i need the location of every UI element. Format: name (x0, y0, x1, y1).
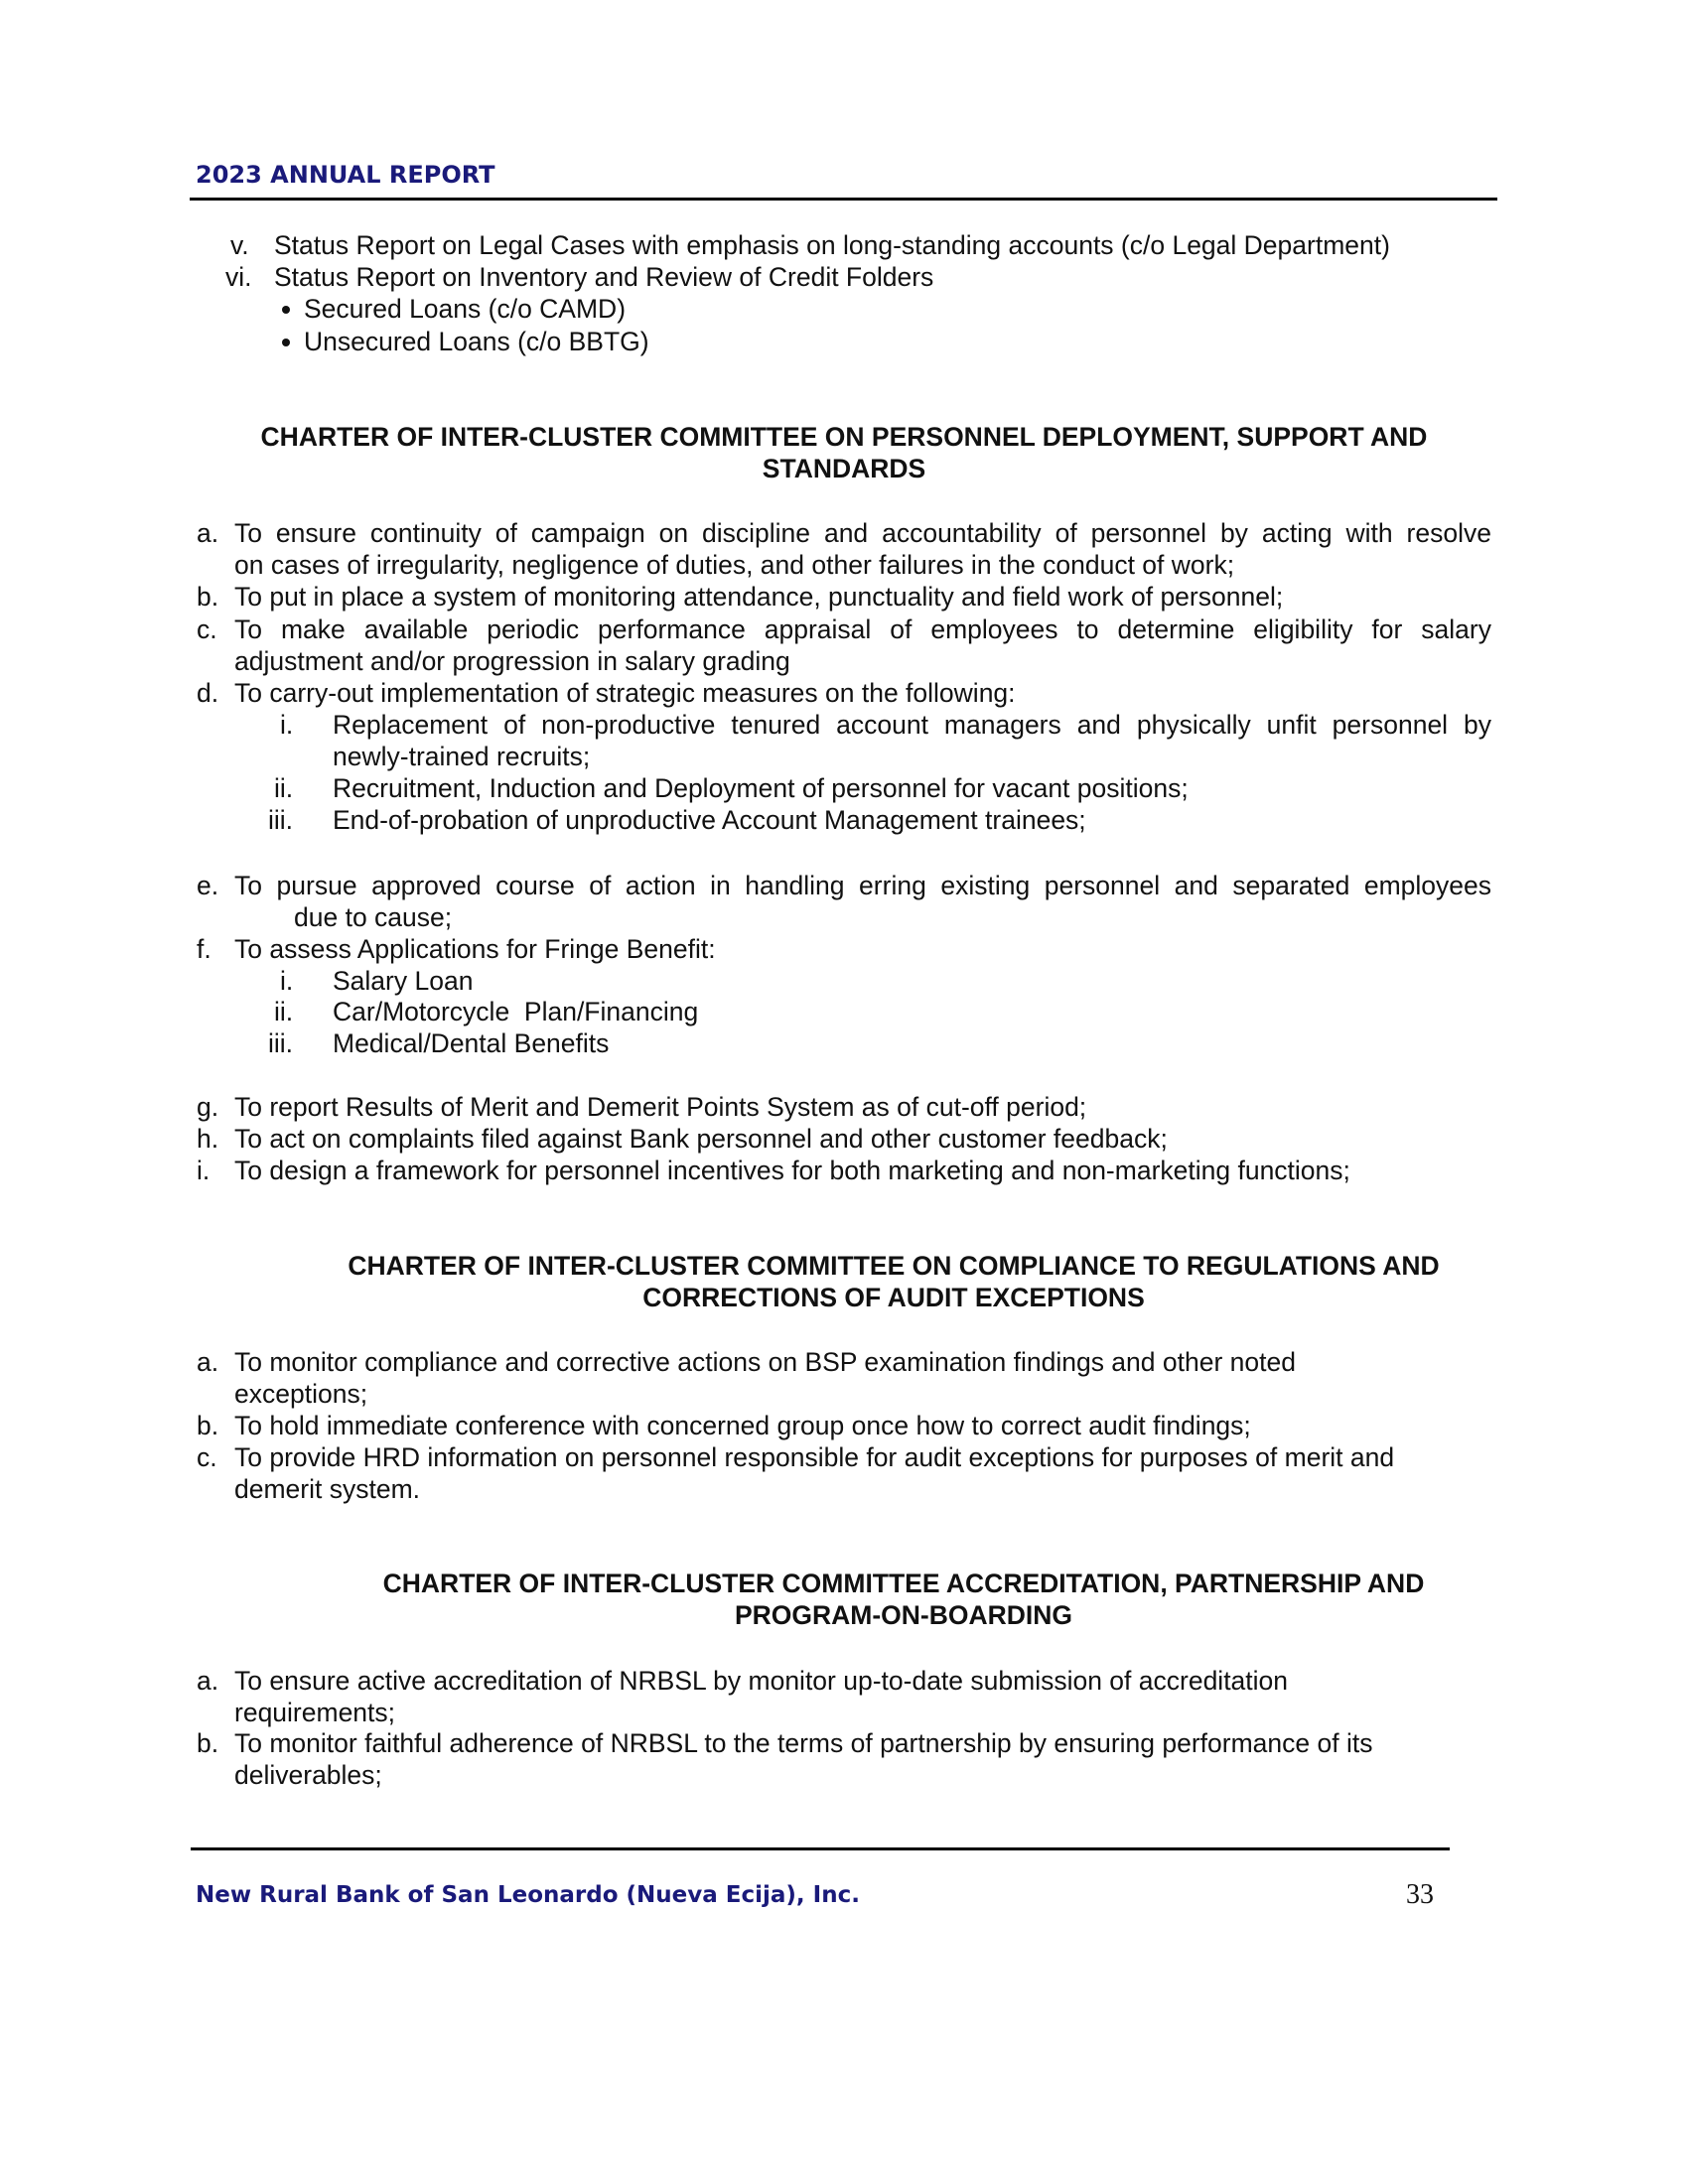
subitem-marker: iii. (268, 805, 294, 835)
subitem-text: End-of-probation of unproductive Account Management trainees; (333, 805, 1086, 835)
item-text: To assess Applications for Fringe Benefit: (234, 934, 716, 964)
section-heading: PROGRAM-ON-BOARDING (734, 1600, 1073, 1630)
item-text: To pursue approved course of action in handling erring existing personnel and separated employees (234, 871, 1491, 900)
item-text: To act on complaints filed against Bank personnel and other customer feedback; (234, 1124, 1168, 1154)
subitem-marker: ii. (274, 773, 294, 803)
subitem-text: Car/Motorcycle Plan/Financing (333, 997, 699, 1026)
section-heading: CHARTER OF INTER-CLUSTER COMMITTEE ON COMPLIANCE TO REGULATIONS AND (348, 1251, 1440, 1281)
bullet-item-text: Secured Loans (c/o CAMD) (304, 294, 627, 324)
item-text: To carry-out implementation of strategic measures on the following: (234, 678, 1016, 708)
item-text: demerit system. (234, 1474, 421, 1504)
list-marker: v. (230, 230, 249, 260)
header-rule (190, 198, 1497, 201)
item-text: To hold immediate conference with concerned group once how to correct audit findings; (234, 1411, 1251, 1440)
item-marker: f. (197, 934, 211, 964)
subitem-text: Recruitment, Induction and Deployment of personnel for vacant positions; (333, 773, 1189, 803)
item-marker: b. (197, 582, 219, 612)
item-marker: a. (197, 1347, 219, 1377)
item-marker: c. (197, 1442, 217, 1472)
section-heading: CHARTER OF INTER-CLUSTER COMMITTEE ON PERSONNEL DEPLOYMENT, SUPPORT AND (260, 422, 1428, 452)
item-text: due to cause; (294, 902, 453, 932)
item-text: adjustment and/or progression in salary grading (234, 646, 790, 676)
subitem-text: Replacement of non-productive tenured account managers and physically unfit personnel by (333, 710, 1491, 740)
subitem-marker: i. (280, 966, 294, 996)
bullet-icon (282, 339, 290, 346)
item-marker: a. (197, 518, 219, 548)
item-text: requirements; (234, 1698, 396, 1727)
footer-bank-name: New Rural Bank of San Leonardo (Nueva Ecija), Inc. (196, 1882, 860, 1908)
section-heading: CORRECTIONS OF AUDIT EXCEPTIONS (642, 1283, 1145, 1312)
item-text: To design a framework for personnel incentives for both marketing and non-marketing functions; (234, 1156, 1350, 1185)
item-marker: b. (197, 1411, 219, 1440)
list-marker: vi. (225, 262, 252, 292)
item-marker: b. (197, 1728, 219, 1758)
item-marker: a. (197, 1666, 219, 1696)
item-text: To report Results of Merit and Demerit Points System as of cut-off period; (234, 1092, 1087, 1122)
item-text: To monitor faithful adherence of NRBSL to the terms of partnership by ensuring performance of its (234, 1728, 1373, 1758)
subitem-text: newly-trained recruits; (333, 742, 591, 771)
subitem-text: Salary Loan (333, 966, 474, 996)
section-heading: CHARTER OF INTER-CLUSTER COMMITTEE ACCREDITATION, PARTNERSHIP AND (382, 1569, 1425, 1598)
bullet-item-text: Unsecured Loans (c/o BBTG) (304, 327, 649, 356)
item-text: To put in place a system of monitoring attendance, punctuality and field work of personnel; (234, 582, 1284, 612)
item-marker: d. (197, 678, 219, 708)
list-item-text: Status Report on Inventory and Review of Credit Folders (274, 262, 934, 292)
item-marker: g. (197, 1092, 219, 1122)
item-text: To make available periodic performance appraisal of employees to determine eligibility for salary (234, 614, 1491, 644)
item-text: To ensure continuity of campaign on discipline and accountability of personnel by acting with resolve (234, 518, 1491, 548)
item-marker: i. (197, 1156, 211, 1185)
list-item-text: Status Report on Legal Cases with emphasis on long-standing accounts (c/o Legal Department) (274, 230, 1390, 260)
item-text: on cases of irregularity, negligence of duties, and other failures in the conduct of work; (234, 550, 1235, 580)
bullet-icon (282, 306, 290, 314)
item-marker: c. (197, 614, 217, 644)
subitem-marker: ii. (274, 997, 294, 1026)
page-number: 33 (1406, 1879, 1434, 1910)
item-marker: h. (197, 1124, 219, 1154)
item-text: To provide HRD information on personnel responsible for audit exceptions for purposes of merit and (234, 1442, 1395, 1472)
item-text: deliverables; (234, 1760, 382, 1790)
subitem-marker: iii. (268, 1028, 294, 1058)
footer-rule (191, 1847, 1450, 1850)
subitem-text: Medical/Dental Benefits (333, 1028, 610, 1058)
item-text: To monitor compliance and corrective actions on BSP examination findings and other noted (234, 1347, 1296, 1377)
item-text: To ensure active accreditation of NRBSL by monitor up-to-date submission of accreditation (234, 1666, 1289, 1696)
section-heading: STANDARDS (762, 454, 926, 483)
subitem-marker: i. (280, 710, 294, 740)
item-marker: e. (197, 871, 219, 900)
report-header-title: 2023 ANNUAL REPORT (196, 161, 495, 189)
item-text: exceptions; (234, 1379, 368, 1409)
